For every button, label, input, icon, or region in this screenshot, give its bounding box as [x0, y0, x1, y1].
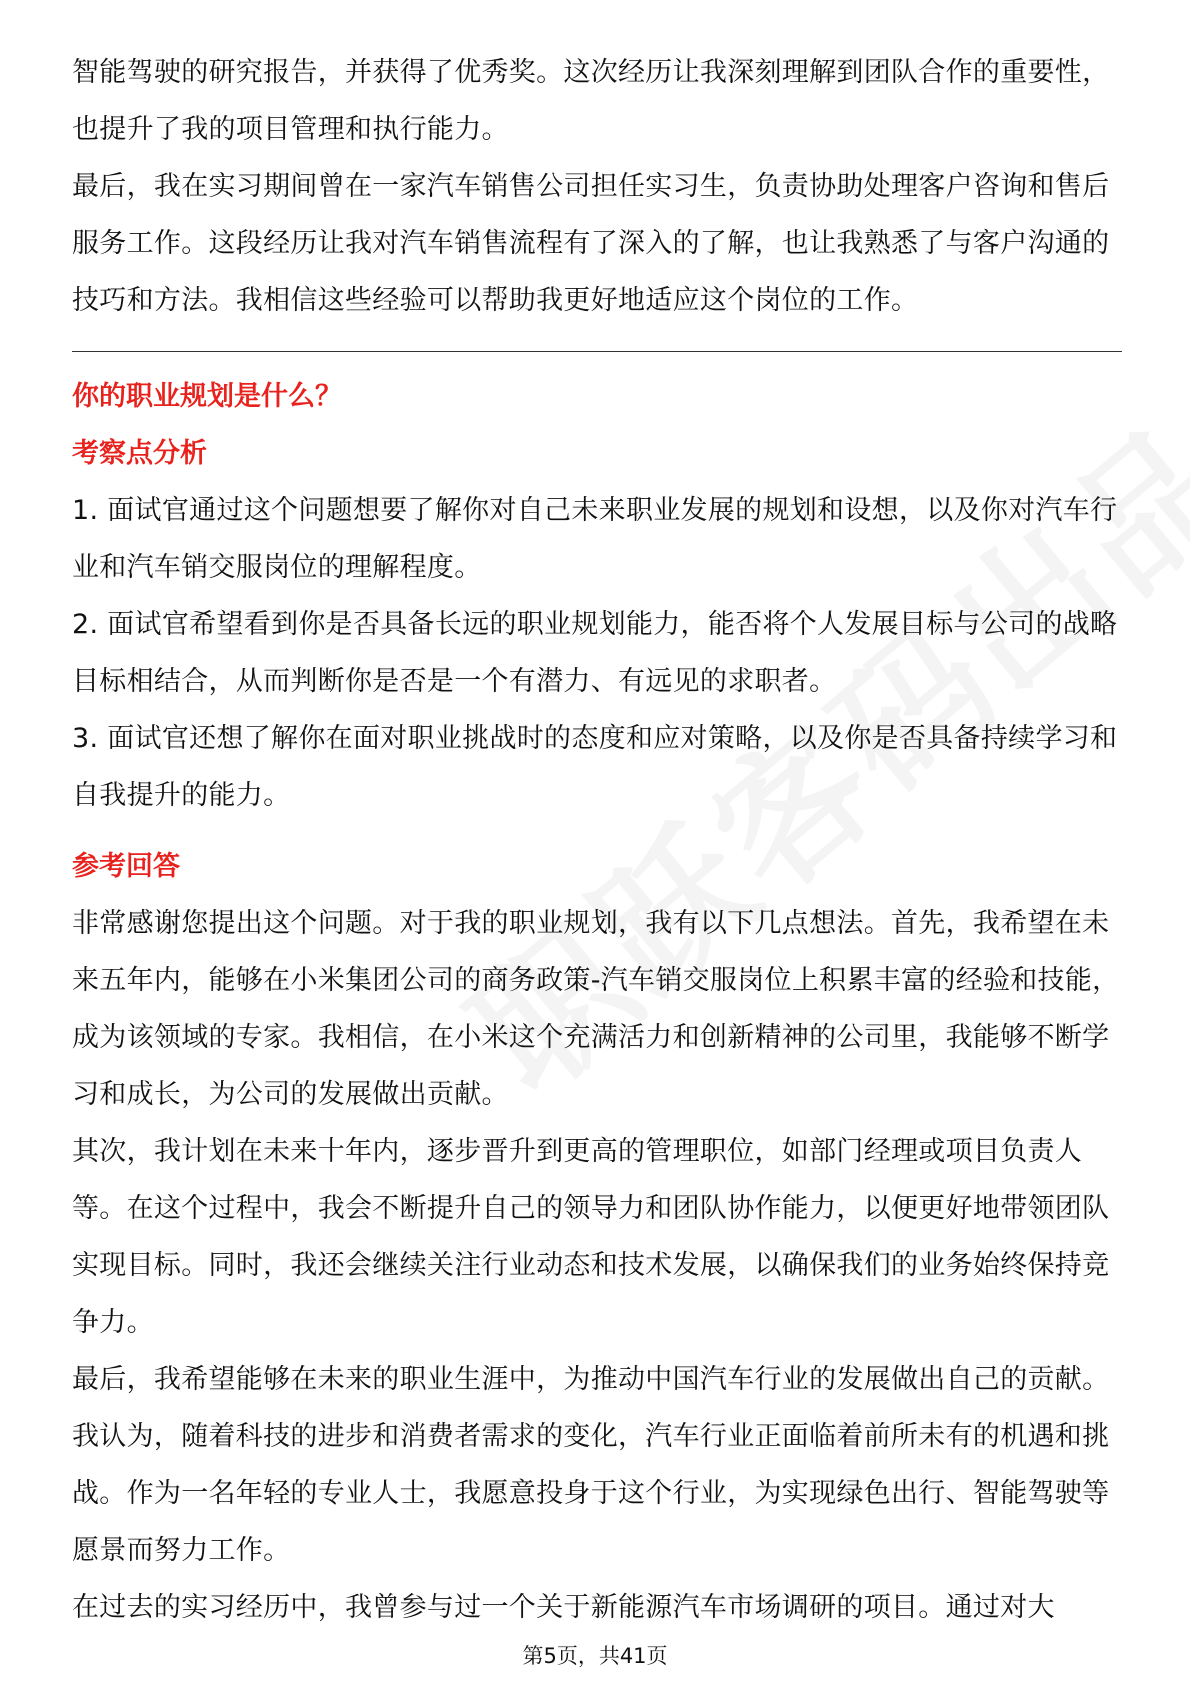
analysis-item: 2. 面试官希望看到你是否具备长远的职业规划能力，能否将个人发展目标与公司的战略目标相结合，从而判断你是否是一个有潜力、有远见的求职者。 [72, 609, 1118, 697]
analysis-item: 1. 面试官通过这个问题想要了解你对自己未来职业发展的规划和设想，以及你对汽车行业和汽车销交服岗位的理解程度。 [72, 495, 1118, 583]
section-divider [72, 351, 1122, 352]
question-title: 你的职业规划是什么？ [72, 381, 342, 412]
answer-paragraph: 在过去的实习经历中，我曾参与过一个关于新能源汽车市场调研的项目。通过对大 [72, 1592, 1055, 1623]
answer-paragraph: 最后，我希望能够在未来的职业生涯中，为推动中国汽车行业的发展做出自己的贡献。我认为，随着科技的进步和消费者需求的变化，汽车行业正面临着前所未有的机遇和挑战。作为一名年轻的专业人士，我愿意投身于这个行业，为实现绿色出行、智能驾驶等愿景而努力工作。 [72, 1364, 1110, 1566]
answer-heading: 参考回答 [72, 851, 180, 882]
answer-paragraph: 其次，我计划在未来十年内，逐步晋升到更高的管理职位，如部门经理或项目负责人等。在这个过程中，我会不断提升自己的领导力和团队协作能力，以便更好地带领团队实现目标。同时，我还会继续关注行业动态和技术发展，以确保我们的业务始终保持竞争力。 [72, 1136, 1110, 1338]
intro-paragraph: 智能驾驶的研究报告，并获得了优秀奖。这次经历让我深刻理解到团队合作的重要性，也提升了我的项目管理和执行能力。 [72, 57, 1110, 145]
analysis-heading: 考察点分析 [72, 438, 207, 469]
intro-paragraph: 最后，我在实习期间曾在一家汽车销售公司担任实习生，负责协助处理客户咨询和售后服务工作。这段经历让我对汽车销售流程有了深入的了解，也让我熟悉了与客户沟通的技巧和方法。我相信这些经验可以帮助我更好地适应这个岗位的工作。 [72, 171, 1110, 316]
answer-paragraph: 非常感谢您提出这个问题。对于我的职业规划，我有以下几点想法。首先，我希望在未来五年内，能够在小米集团公司的商务政策-汽车销交服岗位上积累丰富的经验和技能，成为该领域的专家。我相信，在小米这个充满活力和创新精神的公司里，我能够不断学习和成长，为公司的发展做出贡献。 [72, 908, 1120, 1110]
page-content [72, 44, 1122, 1636]
analysis-item: 3. 面试官还想了解你在面对职业挑战时的态度和应对策略，以及你是否具备持续学习和自我提升的能力。 [72, 723, 1118, 811]
page-number: 第5页，共41页 [522, 1644, 668, 1668]
